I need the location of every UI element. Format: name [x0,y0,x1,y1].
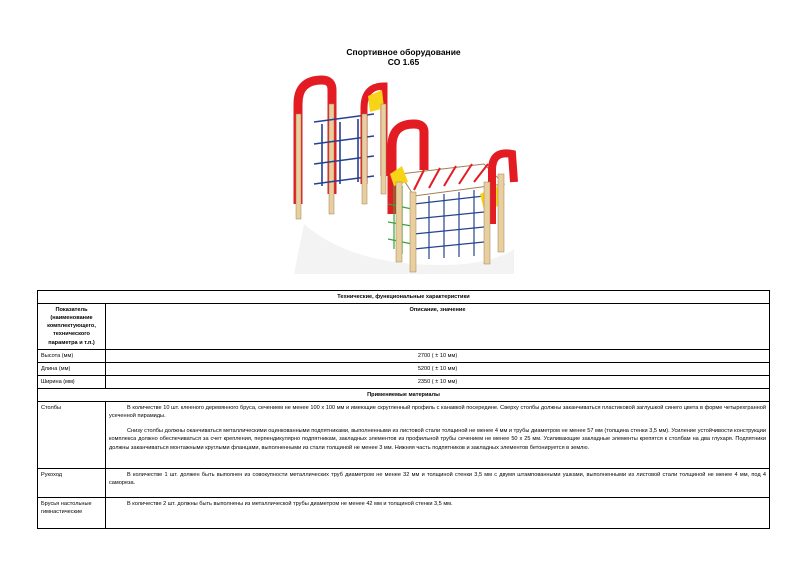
description-paragraph: В количестве 10 шт. клееного деревянного бруса, сечением не менее 100 х 100 мм и имеющие скругленный профиль с канавкой посередине. Сверху столбы должны заканчиваться пластиковой заглушкой синего цвета в форме четырехгранной усеченной пирамиды. [109,405,766,420]
col-param-header: Показатель (наименование комплектующего, технического параметра и т.п.) [38,304,106,350]
section-header-row [38,388,770,401]
page-title: Спортивное оборудование [346,47,461,57]
description-paragraph: Снизу столбы должны оканчиваться металлическими оцинкованными подпятниками, выполненными из листовой стали толщиной не менее 4 мм и трубы диаметром не менее 57 мм (толщина стенки 3,5 мм). Усиление устойчивости конструкции комплекса должно обеспечиваться за счет крепления, перпендикулярно подпятникам, закладных элементов из профильной трубы сечением не менее 50 х 25 мм. Усиливающие закладные элементы крепятся к столбам на два глухаря. Подпятники должны заканчиваться монтажными круглыми фланцами, выполненными из стали толщиной не менее 3 мм. Нижняя часть подпятников и закладных элементов бетонируется в землю. [109,428,766,451]
section-tech-header: Технические, функциональные характеристики [38,291,770,304]
material-name: Брусья настольные гимнастические [38,498,106,529]
value-cell: 2350 ( ± 10 мм) [106,375,770,388]
material-row [38,498,770,529]
material-description [106,498,770,529]
col-value-header: Описание, значение [106,304,770,350]
material-name: Рукоход [38,469,106,498]
section-header-row [38,291,770,304]
material-description [106,469,770,498]
material-row [38,402,770,469]
material-name: Столбы [38,402,106,469]
param-cell: Длина (мм) [38,362,106,375]
spec-table [37,290,770,529]
frame-posts [396,174,504,272]
param-cell: Высота (мм) [38,349,106,362]
table-row [38,362,770,375]
table-row [38,349,770,362]
column-header-row [38,304,770,350]
table-row [38,375,770,388]
description-paragraph: В количестве 1 шт. должен быть выполнен из совокупности металлических труб диаметром не менее 32 мм и толщиной стенки 3,5 мм с двумя штампованными ушками, выполненными из листовой стали толщиной не менее 4 мм, под 4 самореза. [109,472,766,487]
arch-2 [362,86,386,204]
material-row [38,469,770,498]
equipment-illustration [284,74,519,282]
section-materials-header: Применяемые материалы [38,388,770,401]
arch-1 [296,80,334,219]
value-cell: 2700 ( ± 10 мм) [106,349,770,362]
product-code: СО 1.65 [387,57,420,67]
param-cell: Ширина (мм) [38,375,106,388]
material-description [106,402,770,469]
value-cell: 5200 ( ± 10 мм) [106,362,770,375]
description-paragraph: В количестве 2 шт. должны быть выполнены из металлической трубы диаметром не менее 42 мм и толщиной стенки 3,5 мм. [127,501,453,508]
